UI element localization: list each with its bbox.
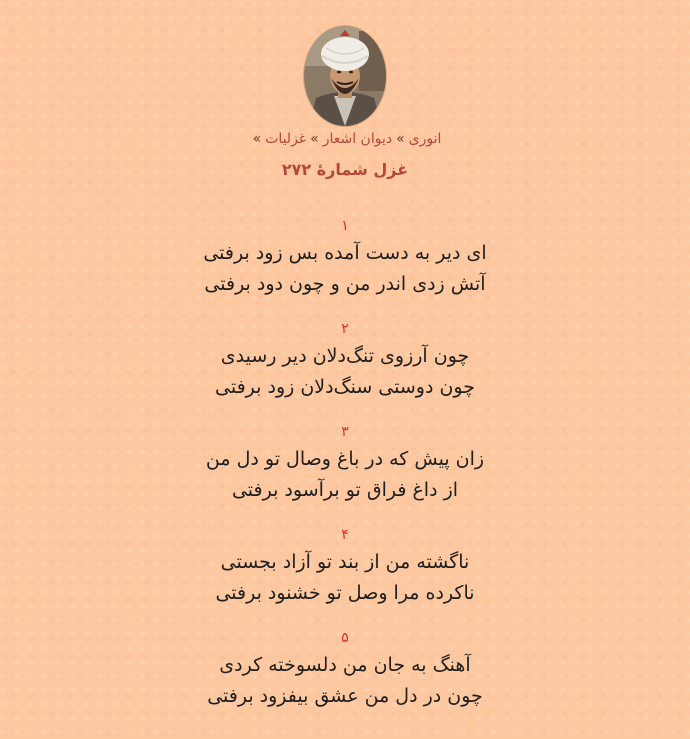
breadcrumb-poet-link[interactable]: انوری	[408, 131, 442, 147]
poet-portrait-image	[304, 26, 386, 126]
verse-line: چون در دل من عشق بیفزود برفتی	[207, 685, 483, 707]
breadcrumb-separator: »	[396, 131, 405, 147]
verse-line: از داغ فراق تو برآسود برفتی	[231, 479, 459, 501]
verse	[0, 319, 690, 422]
verse-number-link[interactable]: ۵	[341, 630, 349, 646]
verse	[0, 525, 690, 628]
verse	[0, 628, 690, 731]
verse-number-link[interactable]: ۳	[341, 424, 349, 440]
breadcrumb-collection-link[interactable]: دیوان اشعار	[322, 131, 393, 147]
breadcrumb	[0, 129, 690, 149]
verse-line: ناگشته من از بند تو آزاد بجستی	[220, 551, 470, 573]
breadcrumb-separator: »	[252, 131, 262, 147]
verse-line: آتش زدی اندر من و چون دود برفتی	[204, 273, 486, 295]
verse-number-link[interactable]: ۲	[341, 321, 349, 337]
verse-line: ناکرده مرا وصل تو خشنود برفتی	[215, 582, 475, 604]
verse-line: زان پیش که در باغ وصال تو دل من	[205, 448, 485, 470]
breadcrumb-section-link[interactable]: غزلیات	[265, 131, 307, 147]
poet-portrait[interactable]	[304, 26, 386, 126]
verse	[0, 422, 690, 525]
verse	[0, 216, 690, 319]
verse-number-link[interactable]: ۴	[341, 527, 349, 543]
poem-title: غزل شمارهٔ ۲۷۲	[281, 160, 409, 179]
breadcrumb-separator: »	[310, 131, 319, 147]
verse-line: ای دیر به دست آمده بس زود برفتی	[203, 242, 487, 264]
verse-line: چون آرزوی تنگ‌دلان دیر رسیدی	[220, 345, 470, 367]
verse-number-link[interactable]: ۱	[341, 218, 349, 234]
verse-line: آهنگ به جان من دلسوخته کردی	[219, 654, 471, 676]
verse-line: چون دوستی سنگ‌دلان زود برفتی	[215, 376, 475, 398]
verse-list	[0, 216, 690, 731]
